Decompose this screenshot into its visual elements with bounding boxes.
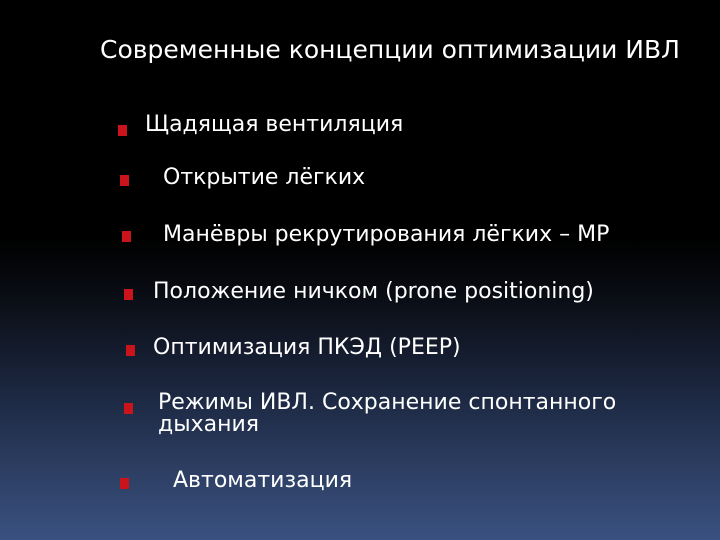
- slide-title: Современные концепции оптимизации ИВЛ: [100, 35, 680, 64]
- list-item-label: Положение ничком (prone positioning): [153, 279, 594, 304]
- bullet-marker-icon: [124, 289, 133, 300]
- bullet-marker-icon: [126, 345, 135, 356]
- bullet-marker-icon: [120, 478, 129, 489]
- list-item-label: Открытие лёгких: [163, 165, 366, 190]
- list-item-label: Щадящая вентиляция: [145, 112, 404, 137]
- bullet-marker-icon: [124, 403, 133, 414]
- list-item-label: Оптимизация ПКЭД (PEEP): [153, 335, 461, 360]
- list-item-label: Режимы ИВЛ. Сохранение спонтанного дыхания: [158, 390, 617, 437]
- list-item-label: Автоматизация: [173, 468, 353, 493]
- list-item-label: Манёвры рекрутирования лёгких – МР: [163, 222, 610, 247]
- bullet-marker-icon: [122, 231, 131, 242]
- bullet-marker-icon: [120, 175, 129, 186]
- bullet-marker-icon: [118, 125, 127, 136]
